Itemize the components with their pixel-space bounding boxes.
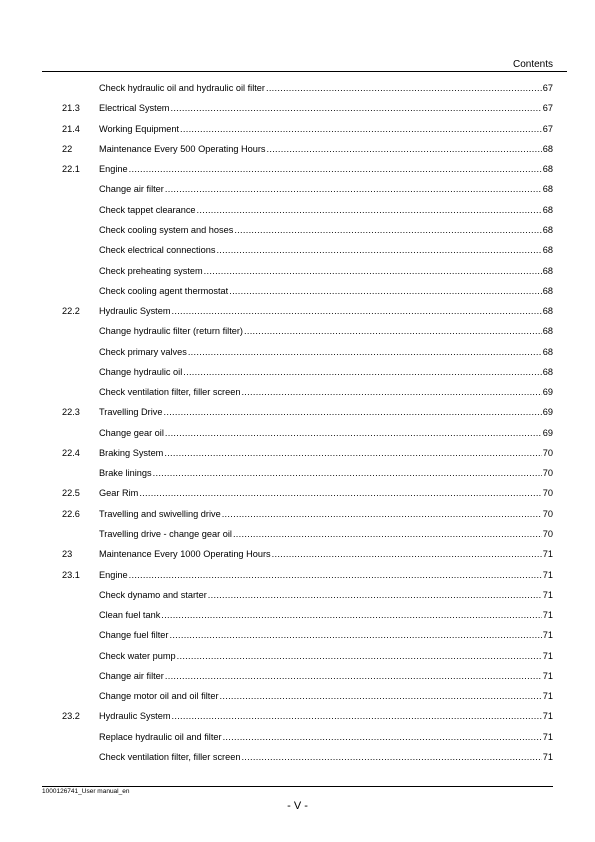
toc-entry-page: 71 — [542, 610, 553, 621]
toc-entry-number: 23.1 — [62, 569, 80, 580]
header-rule — [42, 71, 567, 72]
toc-entry-number: 22 — [62, 143, 73, 154]
toc-entry-page: 68 — [542, 224, 553, 235]
toc-entry[interactable] — [62, 220, 553, 240]
toc-dot-leader — [266, 83, 542, 93]
toc-entry[interactable] — [62, 504, 553, 524]
toc-dot-leader — [234, 225, 541, 235]
toc-entry[interactable] — [62, 483, 553, 503]
toc-entry-title: Check cooling system and hoses — [99, 224, 234, 235]
toc-entry-title: Engine — [99, 164, 128, 175]
toc-entry-page: 68 — [542, 306, 553, 317]
toc-entry-title: Check hydraulic oil and hydraulic oil filter — [99, 83, 265, 94]
toc-dot-leader — [241, 387, 541, 397]
toc-entry[interactable] — [62, 585, 553, 605]
toc-entry-title: Change air filter — [99, 670, 164, 681]
toc-entry-page: 69 — [542, 407, 553, 418]
toc-entry-number: 22.6 — [62, 508, 80, 519]
toc-entry[interactable] — [62, 686, 553, 706]
toc-entry-title: Hydraulic System — [99, 306, 171, 317]
toc-entry-page: 70 — [542, 508, 553, 519]
toc-entry[interactable] — [62, 179, 553, 199]
toc-entry[interactable] — [62, 139, 553, 159]
toc-dot-leader — [129, 570, 542, 580]
toc-entry-page: 68 — [542, 366, 553, 377]
toc-entry-number: 22.4 — [62, 447, 80, 458]
toc-dot-leader — [165, 428, 542, 438]
toc-dot-leader — [208, 590, 542, 600]
toc-dot-leader — [171, 306, 541, 316]
toc-entry-number: 21.4 — [62, 123, 80, 134]
toc-dot-leader — [183, 367, 542, 377]
toc-entry-page: 68 — [542, 184, 553, 195]
toc-entry[interactable] — [62, 159, 553, 179]
toc-entry-title: Check water pump — [99, 650, 176, 661]
toc-dot-leader — [272, 549, 542, 559]
toc-entry[interactable] — [62, 524, 553, 544]
toc-entry-page: 71 — [542, 569, 553, 580]
header-title: Contents — [512, 59, 553, 70]
toc-dot-leader — [267, 144, 542, 154]
toc-entry-number: 23 — [62, 549, 73, 560]
toc-entry[interactable] — [62, 321, 553, 341]
footer-page-number: - V - — [287, 800, 308, 812]
toc-entry-title: Check cooling agent thermostat — [99, 285, 229, 296]
toc-entry-number: 22.2 — [62, 306, 80, 317]
toc-entry-title: Engine — [99, 569, 128, 580]
toc-entry-title: Clean fuel tank — [99, 610, 161, 621]
toc-entry[interactable] — [62, 727, 553, 747]
toc-dot-leader — [165, 184, 542, 194]
toc-entry-title: Change hydraulic oil — [99, 366, 183, 377]
toc-dot-leader — [170, 103, 541, 113]
toc-dot-leader — [163, 407, 541, 417]
toc-dot-leader — [216, 245, 541, 255]
toc-entry-number: 22.3 — [62, 407, 80, 418]
toc-entry-page: 71 — [542, 731, 553, 742]
toc-dot-leader — [204, 266, 542, 276]
toc-dot-leader — [233, 529, 542, 539]
toc-entry-title: Check dynamo and starter — [99, 589, 207, 600]
toc-entry-page: 70 — [542, 447, 553, 458]
toc-entry-page: 71 — [542, 549, 553, 560]
toc-entry[interactable] — [62, 98, 553, 118]
toc-entry-page: 71 — [542, 589, 553, 600]
toc-entry-title: Check tappet clearance — [99, 204, 196, 215]
toc-entry[interactable] — [62, 402, 553, 422]
toc-entry[interactable] — [62, 362, 553, 382]
toc-dot-leader — [220, 691, 542, 701]
toc-entry-page: 68 — [542, 326, 553, 337]
toc-entry-page: 71 — [542, 670, 553, 681]
toc-dot-leader — [164, 448, 541, 458]
toc-entry[interactable] — [62, 625, 553, 645]
toc-entry-title: Electrical System — [99, 103, 170, 114]
toc-entry-page: 71 — [542, 650, 553, 661]
toc-entry-title: Maintenance Every 500 Operating Hours — [99, 143, 266, 154]
toc-entry-title: Brake linings — [99, 468, 152, 479]
toc-dot-leader — [153, 468, 542, 478]
toc-entry[interactable] — [62, 78, 553, 98]
toc-entry-title: Maintenance Every 1000 Operating Hours — [99, 549, 271, 560]
toc-entry-title: Check electrical connections — [99, 245, 216, 256]
toc-entry[interactable] — [62, 544, 553, 564]
toc-dot-leader — [165, 671, 542, 681]
toc-entry-number: 22.1 — [62, 164, 80, 175]
toc-dot-leader — [129, 164, 542, 174]
toc-entry-title: Gear Rim — [99, 488, 139, 499]
toc-entry[interactable] — [62, 200, 553, 220]
toc-entry-page: 69 — [542, 387, 553, 398]
toc-entry-page: 71 — [542, 751, 553, 762]
toc-entry-title: Check ventilation filter, filler screen — [99, 751, 241, 762]
toc-entry[interactable] — [62, 666, 553, 686]
toc-entry-number: 22.5 — [62, 488, 80, 499]
toc-entry-page: 70 — [542, 528, 553, 539]
toc-entry-page: 68 — [542, 285, 553, 296]
toc-entry-page: 68 — [542, 164, 553, 175]
toc-entry-title: Change hydraulic filter (return filter) — [99, 326, 243, 337]
toc-entry[interactable] — [62, 301, 553, 321]
toc-entry-page: 69 — [542, 427, 553, 438]
toc-entry-title: Replace hydraulic oil and filter — [99, 731, 222, 742]
toc-entry-number: 21.3 — [62, 103, 80, 114]
toc-entry[interactable] — [62, 605, 553, 625]
toc-entry-title: Travelling Drive — [99, 407, 163, 418]
toc-entry-title: Hydraulic System — [99, 711, 171, 722]
toc-dot-leader — [188, 347, 542, 357]
toc-entry-page: 71 — [542, 711, 553, 722]
toc-entry-page: 67 — [542, 83, 553, 94]
toc-entry[interactable] — [62, 443, 553, 463]
toc-entry-page: 68 — [542, 346, 553, 357]
toc-entry[interactable] — [62, 341, 553, 361]
toc-entry[interactable] — [62, 706, 553, 726]
toc-entry[interactable] — [62, 240, 553, 260]
toc-entry-page: 68 — [542, 204, 553, 215]
toc-dot-leader — [223, 732, 542, 742]
toc-entry[interactable] — [62, 423, 553, 443]
toc-entry-number: 23.2 — [62, 711, 80, 722]
toc-dot-leader — [139, 488, 541, 498]
table-of-contents — [62, 78, 553, 767]
toc-dot-leader — [244, 326, 542, 336]
toc-entry[interactable] — [62, 747, 553, 767]
toc-entry-page: 68 — [542, 265, 553, 276]
footer-document-id: 1000126741_User manual_en — [42, 788, 130, 795]
toc-entry-page: 68 — [542, 143, 553, 154]
toc-entry-page: 70 — [542, 468, 553, 479]
toc-entry[interactable] — [62, 119, 553, 139]
toc-entry-title: Check primary valves — [99, 346, 187, 357]
toc-entry-title: Change motor oil and oil filter — [99, 691, 219, 702]
toc-entry-page: 68 — [542, 245, 553, 256]
toc-entry-title: Check preheating system — [99, 265, 203, 276]
toc-entry[interactable] — [62, 463, 553, 483]
toc-entry-title: Change gear oil — [99, 427, 164, 438]
toc-entry-title: Check ventilation filter, filler screen — [99, 387, 241, 398]
toc-entry-title: Braking System — [99, 447, 164, 458]
toc-dot-leader — [229, 286, 542, 296]
toc-dot-leader — [171, 711, 541, 721]
toc-dot-leader — [222, 509, 542, 519]
toc-entry-title: Change fuel filter — [99, 630, 169, 641]
toc-entry[interactable] — [62, 281, 553, 301]
toc-entry[interactable] — [62, 260, 553, 280]
toc-entry-title: Travelling drive - change gear oil — [99, 528, 232, 539]
toc-entry[interactable] — [62, 645, 553, 665]
toc-entry[interactable] — [62, 382, 553, 402]
toc-dot-leader — [197, 205, 542, 215]
toc-dot-leader — [177, 651, 542, 661]
toc-entry-title: Travelling and swivelling drive — [99, 508, 221, 519]
toc-dot-leader — [180, 124, 542, 134]
toc-entry-page: 71 — [542, 691, 553, 702]
toc-entry-page: 70 — [542, 488, 553, 499]
toc-entry-title: Working Equipment — [99, 123, 180, 134]
toc-dot-leader — [169, 630, 541, 640]
toc-dot-leader — [161, 610, 541, 620]
footer-rule — [42, 786, 553, 787]
toc-entry[interactable] — [62, 564, 553, 584]
toc-entry-title: Change air filter — [99, 184, 164, 195]
toc-entry-page: 71 — [542, 630, 553, 641]
toc-dot-leader — [241, 752, 541, 762]
toc-entry-page: 67 — [542, 123, 553, 134]
toc-entry-page: 67 — [542, 103, 553, 114]
